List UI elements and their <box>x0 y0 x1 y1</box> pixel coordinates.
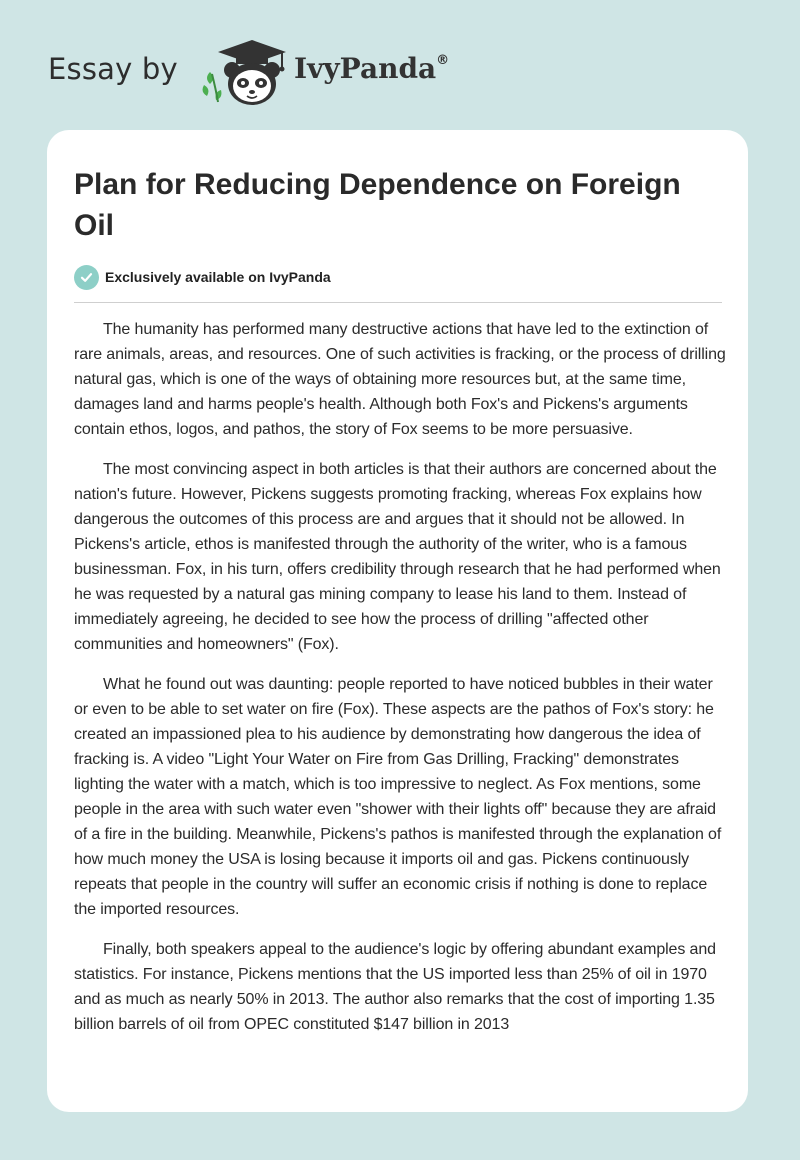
paragraph: Finally, both speakers appeal to the audience's logic by offering abundant examples and statistics. For instance, Pickens mentions that the US imported less than 25% of oil in 1970 and as much as nearly 50% in 2013. The author also remarks that the cost of importing 1.35 billion barrels of oil from OPEC constituted $147 billion in 2013 <box>74 941 716 1033</box>
paragraph: What he found out was daunting: people reported to have noticed bubbles in their water or even to be able to set water on fire (Fox). These aspects are the pathos of Fox's story: he created an impassioned plea to his audience by demonstrating how dangerous the idea of fracking is. A video "Light Your Water on Fire from Gas Drilling, Fracking" demonstrates lighting the water with a match, which is too impressive to neglect. As Fox mentions, some people in the area with such water even "shower with their lights off" because they are afraid of a fire in the building. Meanwhile, Pickens's pathos is manifested through the explanation of how much money the USA is losing because it imports oil and gas. Pickens continuously repeats that people in the country will suffer an economic crisis if nothing is done to replace the imported resources. <box>74 676 722 918</box>
essay-title: Plan for Reducing Dependence on Foreign Oil <box>74 168 681 242</box>
exclusive-badge <box>74 264 331 290</box>
essay-by-label: Essay by <box>48 52 178 86</box>
ivypanda-panda-logo-icon[interactable] <box>202 38 292 108</box>
site-header <box>48 38 508 108</box>
essay-card <box>47 130 748 1112</box>
divider <box>74 302 722 303</box>
paragraph: The humanity has performed many destructive actions that have led to the extinction of rare animals, areas, and resources. One of such activities is fracking, or the process of drilling natural gas, which is one of the ways of obtaining more resources but, at the same time, damages land and harms people's health. Although both Fox's and Pickens's arguments contain ethos, logos, and pathos, the story of Fox seems to be more persuasive. <box>74 321 726 438</box>
paragraph: The most convincing aspect in both articles is that their authors are concerned about the nation's future. However, Pickens suggests promoting fracking, whereas Fox explains how dangerous the outcomes of this process are and argues that it should not be allowed. In Pickens's article, ethos is manifested through the authority of the writer, who is a famous businessman. Fox, in his turn, offers credibility through research that he had performed when he was requested by a natural gas mining company to lease his land to them. Instead of immediately agreeing, he decided to see how the process of drilling "affected other communities and homeowners" (Fox). <box>74 461 721 653</box>
registered-mark: ® <box>436 52 450 68</box>
check-circle-icon <box>74 265 99 290</box>
essay-body <box>74 317 726 1052</box>
exclusive-label: Exclusively available on IvyPanda <box>105 269 331 285</box>
brand-name[interactable]: IvyPanda® <box>294 52 450 85</box>
